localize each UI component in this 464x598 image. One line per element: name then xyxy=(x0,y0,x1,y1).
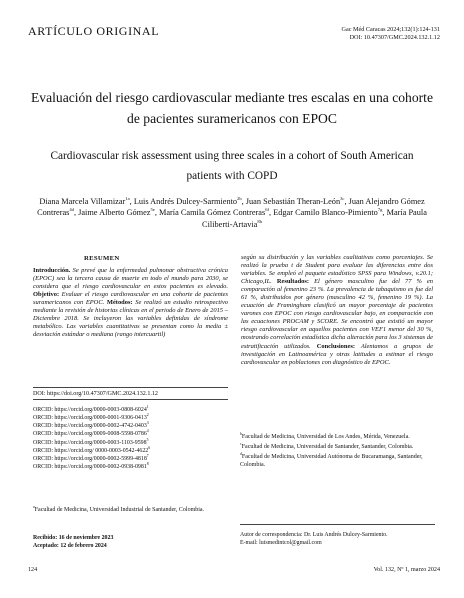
methods-label: Métodos: xyxy=(106,299,133,307)
orcid-link[interactable]: ORCID: https://orcid.org/0000-0003-0808-6024 xyxy=(33,407,147,413)
orcid-item[interactable] xyxy=(33,447,233,455)
divider-line xyxy=(240,524,435,525)
affiliation-right-list xyxy=(240,433,435,471)
orcid-link[interactable]: ORCID: https://orcid.org/0000-0002-5999-4818 xyxy=(33,455,147,462)
affiliation-item xyxy=(240,453,435,469)
abstract-right-column xyxy=(241,254,433,367)
divider-line xyxy=(33,387,228,388)
orcid-item[interactable] xyxy=(33,422,233,430)
author-list: Diana Marcela Villamizar$^{1a}$, Luis Andrés Dulcey-Sarmiento$^{2b}$, Juan Sebastián Theran-León$^{3c}$, Juan Alejandro Gómez Contreras$^{4d}$, Jaime Alberto Gómez$^{5e}$, María Camila Gómez Contreras$^{6f}$, Edgar Camilo Blanco-Pimiento$^{7g}$, María Paula Ciliberti-Artavia$^{8h}$ xyxy=(37,196,427,229)
results-text: El género masculino fue del 77 % en comparación al femenino 23 %. La prevalencia de tabaquismo es fue del 61 %, distribuidos por género (masculino 42 %, femenino 19 %). La ecuación de Framingham clasificó un mayor porcentaje de pacientes varones con EPOC con riesgo cardiovascular bajo, en comparación con las ecuaciones PROCAM y SCORE. Se encontró que existió un mayor riesgo cardiovascular en aquellos pacientes con VEF1 menor del 30 %, mostrando correlación estadística dicha alteración para los 3 sistemas de estratificación utilizados. xyxy=(241,278,434,350)
affiliation-sup: c xyxy=(240,442,242,446)
author-sup: 7g xyxy=(377,207,383,213)
affiliation-left xyxy=(33,506,233,514)
orcid-item[interactable] xyxy=(33,439,233,447)
orcid-link[interactable]: ORCID: https://orcid.org/0000-0001-9306-0413 xyxy=(33,415,147,422)
author-sup: 1a xyxy=(125,196,130,202)
affiliation-text: Facultad de Medicina, Universidad Autónoma de Bucaramanga, Santander, Colombia. xyxy=(240,454,423,468)
orcid-sup: 8 xyxy=(146,462,149,467)
author: María Camila Gómez Contreras xyxy=(158,208,266,218)
objective-text: Evaluar el riesgo cardiovascular en una cohorte de pacientes suramericanos con EPOC. xyxy=(33,291,228,307)
submission-dates xyxy=(33,534,113,550)
author: Edgar Camilo Blanco-Pimiento xyxy=(273,208,378,218)
affiliation-text: Facultad de Medicina, Universidad de Los Andes, Mérida, Venezuela. xyxy=(241,434,410,440)
author: Jaime Alberto Gómez xyxy=(78,208,151,218)
journal-citation: Gac Méd Caracas 2024;132(1):124-131 xyxy=(341,26,440,33)
affiliation-sup: b xyxy=(240,432,242,436)
orcid-item[interactable] xyxy=(33,414,233,422)
divider-line xyxy=(33,399,228,400)
orcid-sup: 3 xyxy=(146,421,149,426)
orcid-link[interactable]: ORCID: https://orcid.org/0009-0008-5598-0786 xyxy=(33,431,147,438)
journal-reference xyxy=(342,26,440,42)
orcid-link[interactable]: ORCID: https://orcid.org/0000-0002-4742-0403 xyxy=(33,423,147,430)
affiliation-item xyxy=(240,433,435,441)
orcid-sup: 4 xyxy=(146,429,149,434)
orcid-sup: 1 xyxy=(146,405,149,410)
author-sup: 5e xyxy=(150,207,155,213)
correspondence-block xyxy=(240,531,440,547)
correspondence-email[interactable]: E-mail: luismedintcol@gmail.com xyxy=(240,540,322,546)
author: Juan Alejandro Gómez Contreras xyxy=(37,197,425,218)
intro-text: Se prevé que la enfermedad pulmonar obstructiva crónica (EPOC) sea la tercera causa de muerte en todo el mundo para 2030, se considera que el riesgo cardiovascular en estos pacientes es elevado. xyxy=(33,267,228,291)
orcid-sup: 7 xyxy=(146,453,149,458)
orcid-sup: 2 xyxy=(146,413,149,418)
affiliation-sup: a xyxy=(33,505,35,509)
orcid-item[interactable] xyxy=(33,463,233,471)
conclusions-label: Conclusiones: xyxy=(316,342,355,350)
conclusions-text: Alentamos a grupos de investigación en Latinoamérica y otras latitudes a estimar el riesgo cardiovascular en poblaciones con diagnóstico de EPOC. xyxy=(241,342,433,366)
volume-info: Vol. 132, Nº 1, marzo 2024 xyxy=(373,567,440,573)
doi-line[interactable]: DOI: https://doi.org/10.47307/GMC.2024.132.1.12 xyxy=(33,391,158,397)
orcid-link[interactable]: ORCID: https://orcid.org/0000-0002-0938-0981 xyxy=(33,464,147,471)
author: Diana Marcela Villamizar xyxy=(39,197,126,206)
author: Juan Sebastián Theran-León xyxy=(245,197,341,206)
intro-label: Introducción. xyxy=(33,267,71,274)
orcid-sup: 5 xyxy=(146,437,149,442)
section-label: ARTÍCULO ORIGINAL xyxy=(28,24,160,38)
article-title-english: Cardiovascular risk assessment using three scales in a cohort of South American patients with COPD xyxy=(50,150,414,182)
affiliation-text: Facultad de Medicina, Universidad Industrial de Santander, Colombia. xyxy=(34,507,205,513)
methods-text: Se realizó un estudio retrospectivo mediante la revisión de historias clínicas en el periodo de Enero de 2015 – Diciembre 2018. Se incluyeron las variables definidas de síndrome metabólico. Las variables cuantitativas se presentan como la media ± desviación estándar o mediana (rango intercuartil) xyxy=(33,299,229,339)
orcid-link[interactable]: ORCID: https://orcid.org/0000-0003-1103-9598 xyxy=(33,439,147,446)
author: María Paula Ciliberti-Artavia xyxy=(202,208,427,229)
orcid-item[interactable] xyxy=(33,406,233,414)
author: Luis Andrés Dulcey-Sarmiento xyxy=(133,197,238,206)
author-sup: 6f xyxy=(265,207,270,213)
orcid-sup: 6 xyxy=(148,445,151,450)
affiliation-text: Facultad de Medicina, Universidad de Santander, Santander, Colombia. xyxy=(241,444,414,450)
orcid-link[interactable]: ORCID: https://orcid.org/ 0000-0003-0542-4622 xyxy=(33,447,149,454)
abstract-heading: RESUMEN xyxy=(84,255,120,262)
affiliation-sup: d xyxy=(240,452,242,456)
author-sup: 3c xyxy=(340,196,345,202)
orcid-item[interactable] xyxy=(33,455,233,463)
author-sup: 2b xyxy=(237,196,242,202)
abstract-left-column xyxy=(33,267,228,339)
accepted-date: Aceptado: 12 de febrero 2024 xyxy=(33,543,107,549)
methods-continuation: según su distribución y las variables cualitativas como porcentajes. Se realizó la prueba t de Student para evaluar las diferencias entre dos variables. Se empleó el paquete estadístico SPSS para Windows, v.20.1; Chicago,IL. xyxy=(241,254,433,286)
page-number: 124 xyxy=(28,567,38,573)
journal-doi: DOI: 10.47307/GMC.2024.132.1.12 xyxy=(349,34,440,41)
received-date: Recibido: 16 de noviembre 2023 xyxy=(33,535,114,541)
results-label: Resultados: xyxy=(276,278,310,286)
affiliation-item xyxy=(240,443,435,451)
author-sup: 4d xyxy=(69,207,74,213)
orcid-item[interactable] xyxy=(33,430,233,438)
article-title-spanish: Evaluación del riesgo cardiovascular mediante tres escalas en una cohorte de pacientes suramericanos con EPOC xyxy=(31,90,433,126)
author-sup: 8h xyxy=(257,218,262,224)
objective-label: Objetivo: xyxy=(33,291,60,299)
orcid-list xyxy=(33,406,233,471)
correspondence-author: Autor de correspondencia: Dr. Luis Andrés Dulcey-Sarmiento. xyxy=(240,532,388,538)
